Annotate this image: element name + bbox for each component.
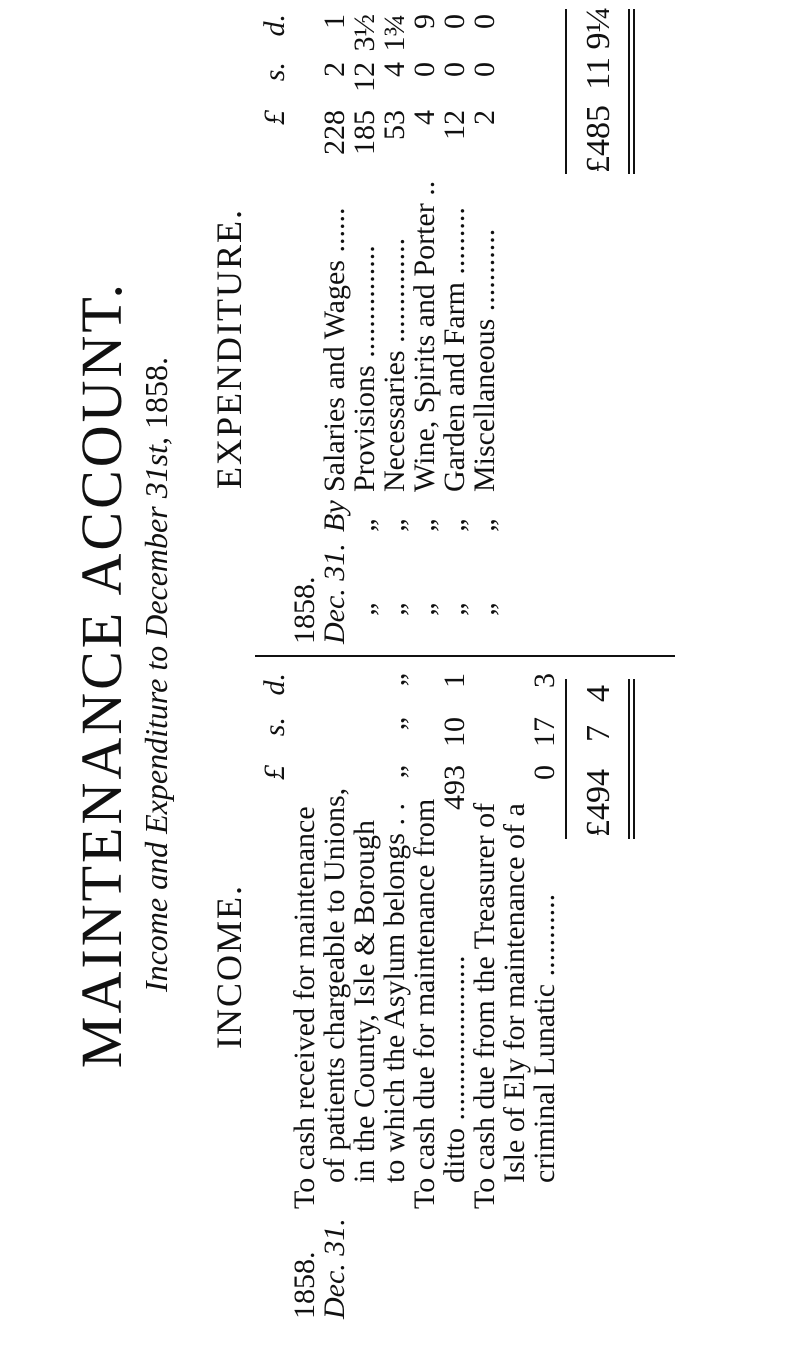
expenditure-money-header xyxy=(260,4,290,644)
expenditure-ditto-marker: „ xyxy=(348,599,381,616)
pounds-value: 12 xyxy=(438,110,471,140)
income-line xyxy=(500,669,530,1319)
expenditure-heading: EXPENDITURE. xyxy=(209,208,249,489)
expenditure-line-text: Salaries and Wages ...... xyxy=(318,207,351,492)
income-line xyxy=(350,669,380,1319)
income-heading: INCOME. xyxy=(209,884,249,1049)
subtitle-year: 1858. xyxy=(138,356,174,429)
income-line-text: To cash due from the Treasurer of xyxy=(468,802,501,1209)
expenditure-total-shillings: 11 xyxy=(580,57,617,90)
expenditure-line xyxy=(440,4,470,644)
shillings-header: s. xyxy=(258,717,291,737)
expenditure-total xyxy=(580,7,620,177)
shillings-value: 12 xyxy=(348,62,381,92)
pounds-value: 4 xyxy=(408,110,441,125)
expenditure-ditto-marker: „ xyxy=(438,515,471,532)
pence-value: 3½ xyxy=(348,14,381,52)
income-line xyxy=(380,669,410,1319)
pence-header: d. xyxy=(258,14,291,37)
expenditure-ditto-marker: „ xyxy=(438,599,471,616)
shillings-value: 4 xyxy=(378,62,411,77)
pence-header: d. xyxy=(258,673,291,696)
income-total-underline xyxy=(628,679,630,839)
income-line xyxy=(530,669,560,1319)
pounds-value: 228 xyxy=(318,110,351,155)
pence-value: 1 xyxy=(318,14,351,29)
income-total-shillings: 7 xyxy=(580,725,617,742)
shillings-value: „ xyxy=(378,717,411,731)
income-line-text: of patients chargeable to Unions, xyxy=(318,787,351,1183)
expenditure-line xyxy=(410,4,440,644)
expenditure-line-text: Garden and Farm ......... xyxy=(438,207,471,492)
expenditure-line-text: Provisions ............... xyxy=(348,245,381,492)
pence-value: 3 xyxy=(528,673,561,688)
expenditure-date: Dec. 31. xyxy=(318,543,351,644)
expenditure-year: 1858. xyxy=(288,576,321,644)
pounds-value: 185 xyxy=(348,110,381,155)
pounds-value: 0 xyxy=(528,765,561,780)
expenditure-total-underline xyxy=(628,9,630,174)
shillings-value: 0 xyxy=(468,62,501,77)
income-money-header xyxy=(260,669,290,1319)
income-line-text: to which the Asylum belongs . . xyxy=(378,803,411,1183)
expenditure-total-pence: 9¼ xyxy=(580,7,617,50)
pence-value: 1¾ xyxy=(378,14,411,52)
expenditure-line xyxy=(470,4,500,644)
income-total-pounds: £494 xyxy=(580,769,617,837)
expenditure-ditto-marker: „ xyxy=(408,515,441,532)
expenditure-ditto-marker: „ xyxy=(378,599,411,616)
income-line-text: ditto ...................... xyxy=(438,955,471,1183)
pounds-value: „ xyxy=(378,765,411,779)
pounds-value: 2 xyxy=(468,110,501,125)
expenditure-ditto-marker: „ xyxy=(408,599,441,616)
pounds-header: £ xyxy=(258,110,291,125)
pounds-header: £ xyxy=(258,765,291,780)
income-line-text: criminal Lunatic ........... xyxy=(528,893,561,1183)
expenditure-column xyxy=(260,4,500,644)
pounds-value: 493 xyxy=(438,765,471,810)
expenditure-line-text: Miscellaneous ........... xyxy=(468,228,501,492)
income-line-text: in the County, Isle & Borough xyxy=(348,819,381,1183)
income-line xyxy=(320,669,350,1319)
expenditure-ditto-marker: „ xyxy=(468,515,501,532)
expenditure-line xyxy=(290,4,320,644)
pence-value: 0 xyxy=(438,14,471,29)
shillings-value: 10 xyxy=(438,717,471,747)
shillings-value: 2 xyxy=(318,62,351,77)
pence-value: 0 xyxy=(468,14,501,29)
expenditure-total-double-underline xyxy=(633,9,635,174)
shillings-value: 17 xyxy=(528,717,561,747)
expenditure-line xyxy=(350,4,380,644)
income-year: 1858. xyxy=(288,1251,321,1319)
income-total xyxy=(580,681,620,841)
expenditure-ditto-marker: „ xyxy=(378,515,411,532)
page-title: MAINTENANCE ACCOUNT. xyxy=(69,280,134,1069)
income-date: Dec. 31. xyxy=(318,1218,351,1319)
page-subtitle xyxy=(138,0,175,1349)
expenditure-total-rule xyxy=(565,9,567,174)
income-total-double-underline xyxy=(633,679,635,839)
expenditure-ditto-marker: „ xyxy=(468,599,501,616)
income-line-text: To cash due for maintenance from xyxy=(408,798,441,1209)
shillings-header: s. xyxy=(258,62,291,82)
income-line-text: To cash received for maintenance xyxy=(288,806,321,1209)
column-divider xyxy=(255,655,675,657)
expenditure-line xyxy=(380,4,410,644)
shillings-value: 0 xyxy=(408,62,441,77)
income-line xyxy=(470,669,500,1319)
income-column xyxy=(260,669,560,1319)
income-line xyxy=(290,669,320,1319)
expenditure-total-pounds: £485 xyxy=(580,105,617,173)
pence-value: „ xyxy=(378,673,411,687)
shillings-value: 0 xyxy=(438,62,471,77)
income-line xyxy=(440,669,470,1319)
income-line xyxy=(410,669,440,1319)
pounds-value: 53 xyxy=(378,110,411,140)
expenditure-line xyxy=(320,4,350,644)
subtitle-date: 31st, xyxy=(138,436,174,499)
subtitle-text: Income and Expenditure to December xyxy=(138,506,174,993)
pence-value: 9 xyxy=(408,14,441,29)
expenditure-line-text: Wine, Spirits and Porter .. xyxy=(408,180,441,492)
pence-value: 1 xyxy=(438,673,471,688)
income-total-pence: 4 xyxy=(580,685,617,702)
expenditure-ditto-marker: „ xyxy=(348,515,381,532)
income-line-text: Isle of Ely for maintenance of a xyxy=(498,803,531,1183)
expenditure-line-text: Necessaries .............. xyxy=(378,237,411,492)
expenditure-ditto-marker: By xyxy=(318,500,351,532)
income-total-rule xyxy=(565,679,567,839)
